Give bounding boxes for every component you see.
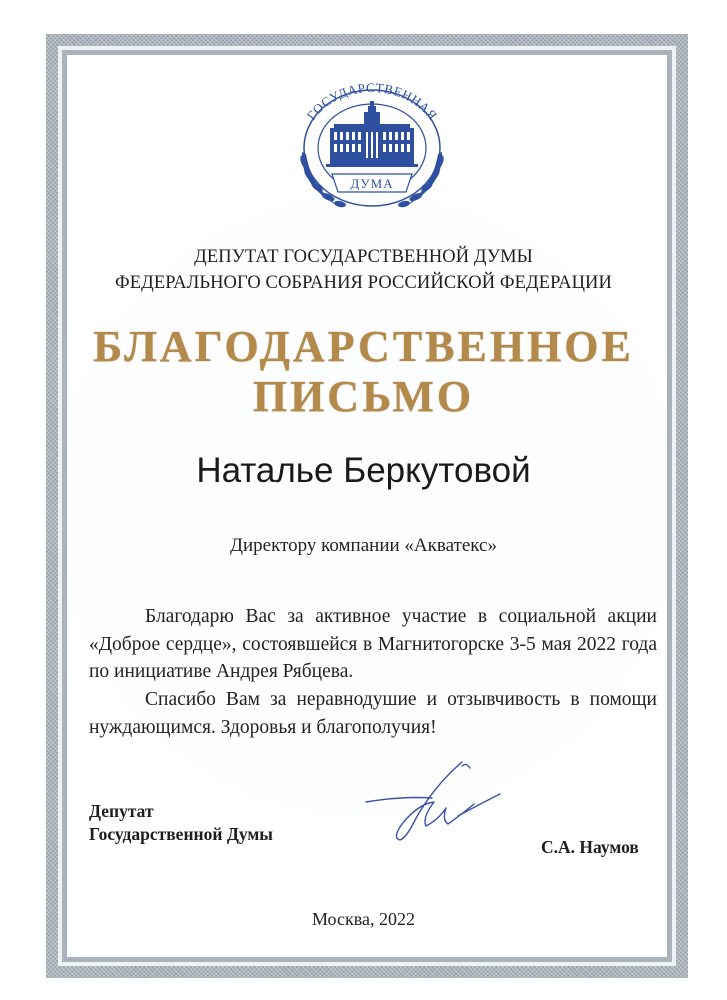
document-title-line-2: ПИСЬМО	[252, 372, 475, 421]
place-and-date: Москва, 2022	[312, 909, 415, 929]
body-paragraph-2: Спасибо Вам за неравнодушие и отзывчивость в помощи нуждающимся. Здоровья и благополучия!	[89, 689, 657, 738]
document-title-line-1: БЛАГОДАРСТВЕННОЕ	[93, 322, 634, 371]
emblem-top-text: ГОСУДАРСТВЕННАЯ	[303, 82, 441, 123]
header-line-2: ФЕДЕРАЛЬНОГО СОБРАНИЯ РОССИЙСКОЙ ФЕДЕРАЦИИ	[115, 273, 612, 293]
recipient-name: Наталье Беркутовой	[196, 451, 531, 490]
signatory-title-line-1: Депутат	[89, 801, 154, 821]
recipient-position: Директору компании «Акватекс»	[230, 535, 497, 556]
signatory-title-line-2: Государственной Думы	[89, 824, 273, 844]
emblem-bottom-text: ДУМА	[350, 176, 394, 191]
handwritten-signature	[362, 758, 502, 850]
signatory-name: С.А. Наумов	[541, 837, 639, 857]
duma-building-icon	[326, 101, 418, 167]
state-duma-emblem	[282, 82, 462, 217]
body-paragraph-1: Благодарю Вас за активное участие в социальной акции «Доброе сердце», состоявшейся в Магнитогорске 3-5 мая 2022 года по инициативе Андрея Рябцева.	[89, 606, 657, 682]
signatory-title	[89, 800, 273, 846]
header-line-1: ДЕПУТАТ ГОСУДАРСТВЕННОЙ ДУМЫ	[194, 247, 533, 267]
